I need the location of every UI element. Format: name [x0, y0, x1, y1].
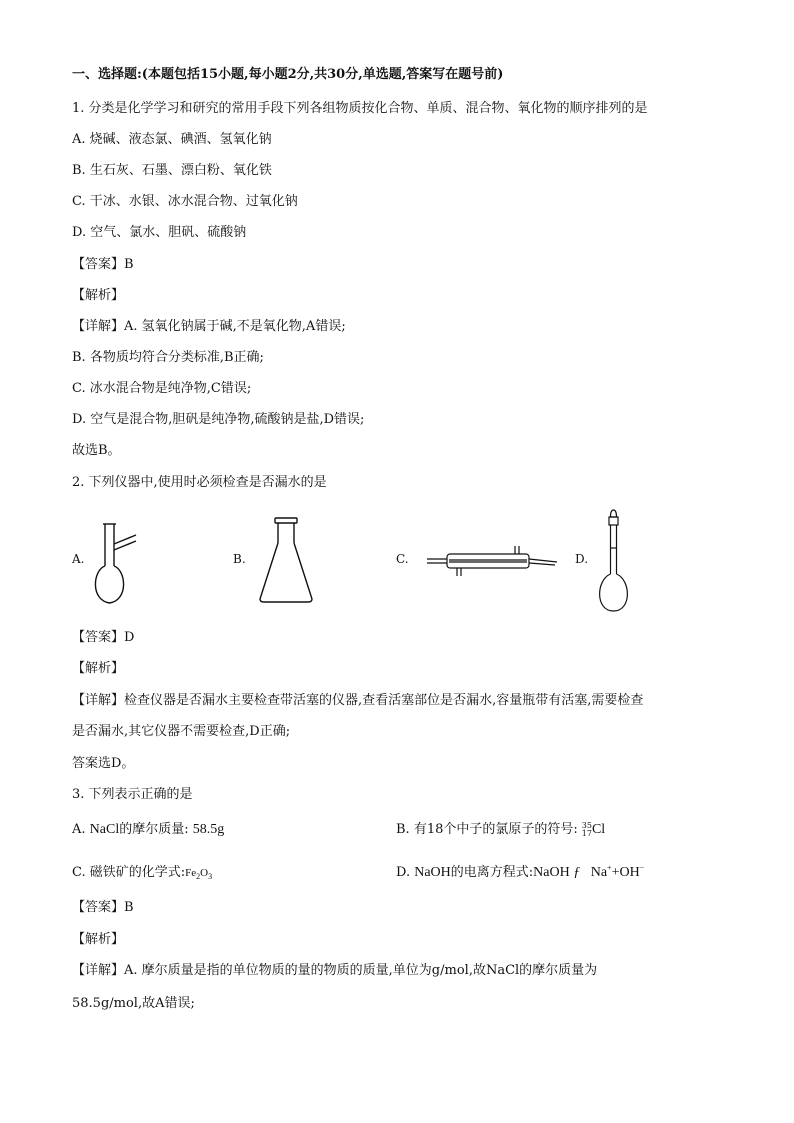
condenser-icon: [425, 543, 560, 579]
q2-answer: [72, 629, 134, 647]
q1-analysis-tag: 【解析】: [72, 288, 125, 303]
answer-tag: 【答案】: [72, 257, 125, 272]
q1-answer: [72, 256, 134, 274]
q1-detail-line: D. 空气是混合物,胆矾是纯净物,硫酸钠是盐,D错误;: [72, 412, 365, 427]
volumetric-flask-icon: [594, 508, 634, 614]
q2-option-b-label: B.: [233, 552, 246, 566]
detail-tag: 【详解】: [72, 319, 125, 334]
q1-detail-line: 故选B。: [72, 443, 121, 458]
answer-value: B: [124, 900, 134, 915]
q3-option-b: B. 有18个中子的氯原子的符号: 35 17 Cl: [396, 820, 606, 838]
question-2-stem: 2. 下列仪器中,使用时必须检查是否漏水的是: [72, 475, 327, 490]
q1-option-b: B. 生石灰、石墨、漂白粉、氧化铁: [72, 163, 272, 178]
q3-detail-line: [72, 962, 597, 980]
section-heading: 一、选择题:(本题包括15小题,每小题2分,共30分,单选题,答案写在题号前): [72, 67, 504, 82]
ionization-equation: NaOH ƒ Na++OH−: [533, 863, 645, 880]
q3-answer: [72, 899, 134, 917]
chemical-formula: $Fe_2O_3$: [185, 867, 213, 882]
q1-detail-line: C. 冰水混合物是纯净物,C错误;: [72, 381, 252, 396]
q2-option-d-label: D.: [575, 552, 589, 566]
detail-tag: 【详解】: [72, 963, 125, 978]
formula: NaOH: [414, 865, 451, 880]
q1-option-d: D. 空气、氯水、胆矾、硫酸钠: [72, 225, 247, 240]
detail-tag: 【详解】: [72, 693, 125, 708]
question-3-stem: 3. 下列表示正确的是: [72, 787, 193, 802]
q3-option-d: D. NaOH的电离方程式:NaOH ƒ Na++OH−: [396, 863, 645, 880]
q2-analysis-tag: 【解析】: [72, 661, 125, 676]
q2-detail-line: 答案选D。: [72, 756, 135, 771]
detail-text: A. 摩尔质量是指的单位物质的量的物质的质量,单位为g/mol,故NaCl的摩尔质量为: [124, 963, 598, 978]
q2-detail-line: [72, 692, 643, 710]
detail-text: 检查仪器是否漏水主要检查带活塞的仪器,查看活塞部位是否漏水,容量瓶带有活塞,需要检查: [124, 693, 644, 708]
q1-option-c: C. 干冰、水银、冰水混合物、过氧化钠: [72, 194, 298, 209]
isotope-numbers: 35 17: [581, 820, 592, 838]
q2-detail-line: 是否漏水,其它仪器不需要检查,D正确;: [72, 724, 291, 739]
q3-analysis-tag: 【解析】: [72, 932, 125, 947]
q2-option-c-label: C.: [396, 552, 409, 566]
q3-option-c: C. 磁铁矿的化学式$:Fe_2O_3$: [72, 865, 213, 882]
distillation-flask-icon: [92, 520, 142, 606]
q1-option-a: A. 烧碱、液态氯、碘酒、氢氧化钠: [72, 132, 272, 147]
answer-value: B: [124, 257, 134, 272]
detail-text: A. 氢氧化钠属于碱,不是氧化物,A错误;: [124, 319, 346, 334]
q3-option-a: A. NaCl的摩尔质量: 58.5g: [72, 822, 225, 837]
element-symbol: Cl: [591, 822, 606, 837]
question-1-stem: 1. 分类是化学学习和研究的常用手段下列各组物质按化合物、单质、混合物、氧化物的顺序排列的是: [72, 101, 648, 116]
answer-tag: 【答案】: [72, 630, 125, 645]
q3-detail-line: 58.5g/mol,故A错误;: [72, 996, 195, 1011]
formula: NaCl: [89, 822, 120, 837]
q2-option-a-label: A.: [72, 552, 85, 566]
molar-mass-value: 58.5g: [192, 822, 225, 837]
q1-detail-line: B. 各物质均符合分类标准,B正确;: [72, 350, 264, 365]
answer-value: D: [124, 630, 135, 645]
q1-detail-line: [72, 318, 346, 336]
conical-flask-icon: [255, 515, 317, 605]
answer-tag: 【答案】: [72, 900, 125, 915]
